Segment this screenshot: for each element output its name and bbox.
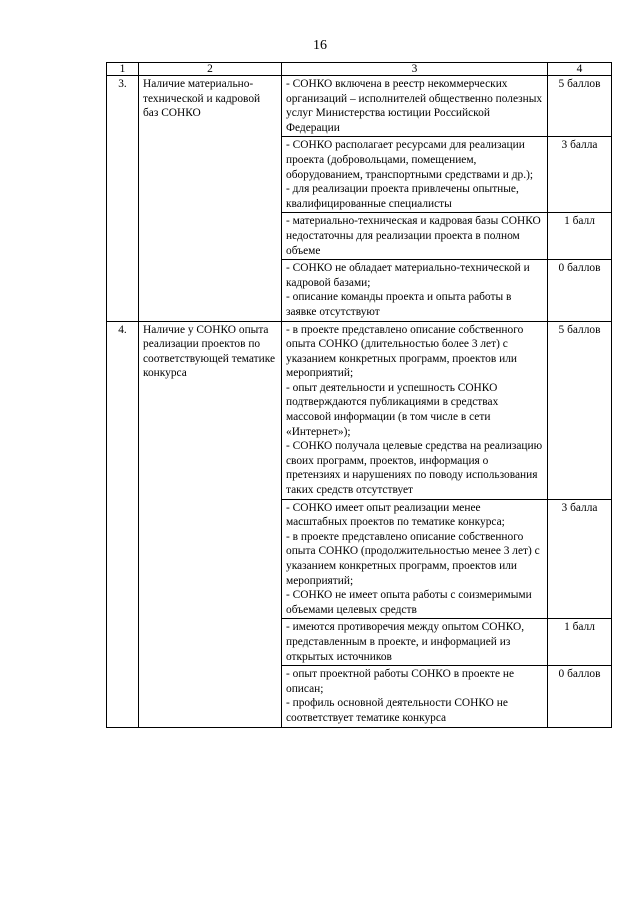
level-score: 5 баллов (548, 76, 612, 137)
level-description (282, 76, 548, 137)
level-line: - имеются противоречия между опытом СОНКО, представленным в проекте, и информацией из открытых источников (286, 621, 525, 663)
level-line: - опыт деятельности и успешность СОНКО подтверждаются публикациями в средствах массовой информации (в том числе в сети «Интернет»); (286, 381, 499, 438)
level-score: 3 балла (548, 499, 612, 619)
level-description (282, 499, 548, 619)
level-description (282, 619, 548, 666)
header-cell: 1 (107, 63, 139, 76)
level-description (282, 260, 548, 321)
level-line: - СОНКО имеет опыт реализации менее масштабных проектов по тематике конкурса; (286, 501, 505, 529)
level-line: - СОНКО получала целевые средства на реализацию своих программ, проектов, информация о претензиях и нарушениях по поводу использования таких средств отсутствует (286, 440, 543, 497)
table-row (107, 321, 612, 499)
level-line: - СОНКО располагает ресурсами для реализации проекта (добровольцами, помещением, оборудованием, транспортными средствами и др.); (286, 139, 534, 181)
header-cell: 2 (139, 63, 282, 76)
level-line: - материально-техническая и кадровая базы СОНКО недостаточны для реализации проекта в полном объеме (286, 215, 541, 257)
level-score: 5 баллов (548, 321, 612, 499)
criteria-table (106, 62, 612, 728)
page-number: 16 (313, 38, 327, 53)
criterion-name: Наличие материально-технической и кадровой баз СОНКО (139, 76, 282, 322)
table-header-row (107, 63, 612, 76)
level-line: - профиль основной деятельности СОНКО не соответствует тематике конкурса (286, 697, 508, 724)
level-description (282, 213, 548, 260)
level-line: - для реализации проекта привлечены опытные, квалифицированные специалисты (286, 183, 519, 210)
level-line: - СОНКО включена в реестр некоммерческих организаций – исполнителей общественно полезных услуг Министерства юстиции Российской Федерации (286, 78, 543, 134)
header-cell: 3 (282, 63, 548, 76)
level-description (282, 137, 548, 213)
level-score: 0 баллов (548, 260, 612, 321)
level-score: 1 балл (548, 213, 612, 260)
criterion-number: 4. (107, 321, 139, 727)
level-line: - СОНКО не обладает материально-технической и кадровой базами; (286, 262, 530, 289)
header-cell: 4 (548, 63, 612, 76)
table-row (107, 76, 612, 137)
level-score: 1 балл (548, 619, 612, 666)
level-description (282, 666, 548, 727)
level-score: 3 балла (548, 137, 612, 213)
level-description (282, 321, 548, 499)
level-line: - описание команды проекта и опыта работы в заявке отсутствуют (286, 291, 512, 318)
level-score: 0 баллов (548, 666, 612, 727)
level-line: - в проекте представлено описание собственного опыта СОНКО (продолжительностью менее 3 лет) с указанием конкретных программ, проектов или мероприятий; (286, 530, 540, 587)
criterion-name: Наличие у СОНКО опыта реализации проектов по соответствующей тематике конкурса (139, 321, 282, 727)
level-line: - в проекте представлено описание собственного опыта СОНКО (длительностью более 3 лет) с указанием конкретных программ, проектов или мероприятий; (286, 323, 524, 380)
level-line: - опыт проектной работы СОНКО в проекте не описан; (286, 668, 515, 695)
level-line: - СОНКО не имеет опыта работы с соизмеримыми объемами целевых средств (286, 589, 532, 616)
criterion-number: 3. (107, 76, 139, 322)
